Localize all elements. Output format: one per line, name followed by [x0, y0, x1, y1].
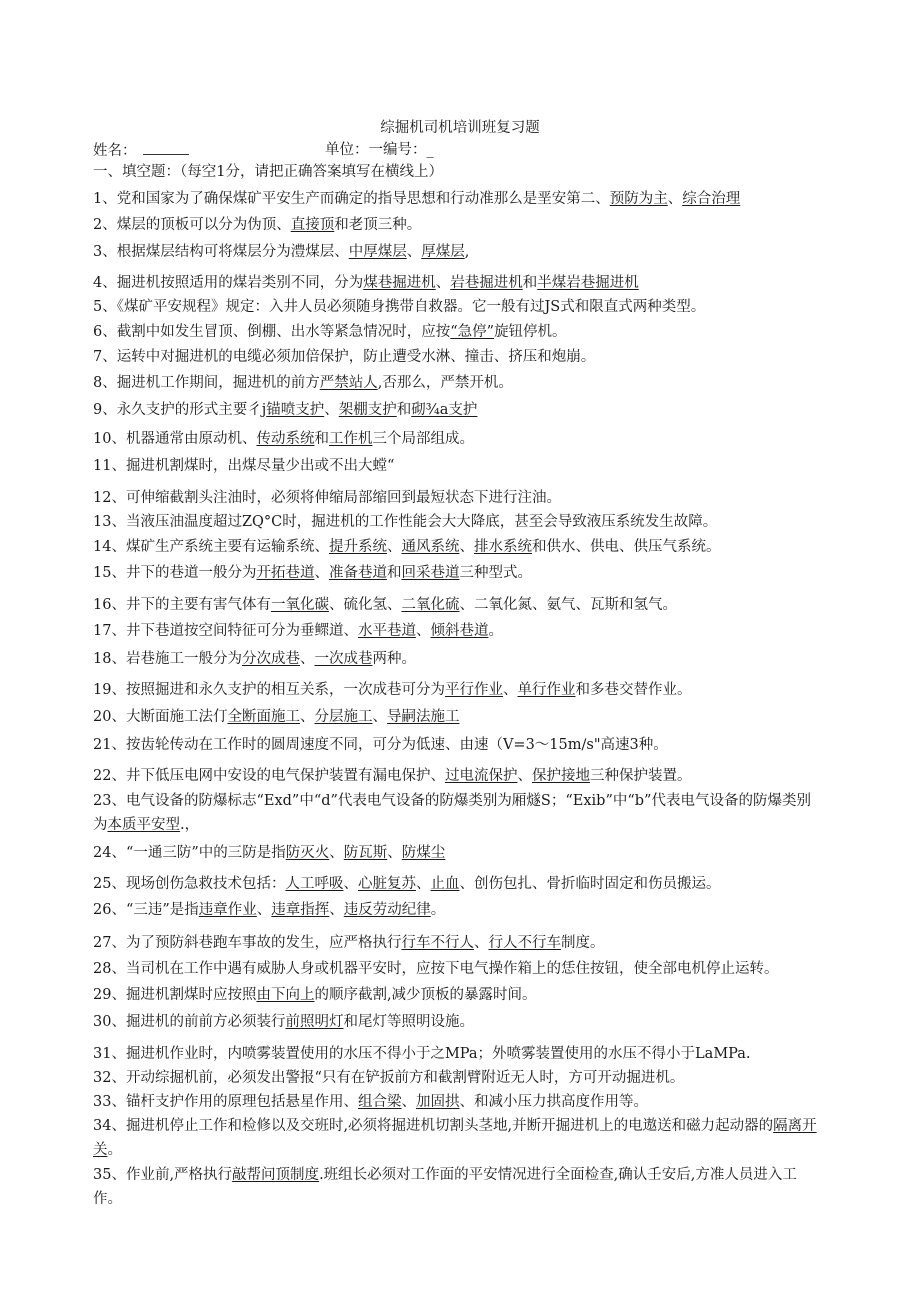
answer-blank: 煤巷掘进机 [363, 275, 436, 291]
question-text: 制度。 [560, 935, 605, 951]
question-text: 。 [488, 623, 503, 639]
question-item [93, 620, 825, 642]
question-text: 23、电气设备的防爆标志“Exd”中“d”代表电气设备的防爆类别为厢燧S；“Exib”中“b”代表电气设备的防爆类别为 [93, 793, 811, 833]
question-item [93, 428, 825, 450]
question-text: 、 [401, 1094, 416, 1110]
question-text: 、 [329, 902, 344, 918]
question-text: 24、“一通三防”中的三防是指 [93, 845, 286, 861]
question-text: 、 [415, 623, 431, 639]
question-text: 、 [386, 539, 402, 555]
question-text: 、 [435, 275, 451, 291]
question-text: 6、截割中如发生冒顶、倒棚、出水等紧急情况时，应按 [93, 324, 451, 340]
answer-blank: 防瓦斯 [343, 845, 388, 861]
answer-blank: 本质平安型 [107, 817, 180, 833]
answer-blank: 倾斜巷道 [430, 623, 489, 639]
question-item [93, 536, 825, 558]
answer-blank: 由下向上 [256, 987, 315, 1003]
answer-blank: 中厚煤层 [348, 244, 407, 260]
question-text: 、 [324, 402, 339, 418]
answer-blank: 准备巷道 [328, 565, 387, 581]
question-item [93, 899, 825, 921]
question-text: 旋钮停机。 [494, 324, 567, 340]
question-text: 16、井下的主要有害气体有 [93, 597, 271, 613]
question-item [93, 1011, 825, 1033]
question-text: 1、党和国家为了确保煤矿平安生产而确定的指导思想和行动准那么是垩安第二、 [93, 191, 610, 207]
answer-blank: 半煤岩巷掘进机 [537, 275, 639, 291]
answer-blank: 排水系统 [473, 539, 532, 555]
question-item [93, 594, 825, 616]
answer-blank: 通风系统 [401, 539, 460, 555]
question-text: 、 [343, 876, 358, 892]
question-item [93, 372, 825, 394]
answer-blank: 全断面施工 [227, 709, 300, 725]
answer-blank: 平行作业 [444, 682, 503, 698]
question-text: 和 [314, 431, 329, 447]
section-heading: 一、填空题：（每空1分，请把正确答案填写在横线上） [93, 164, 443, 180]
question-text: .班组长必须对工作面的平安情况进行全面检查,确认壬安后,方准人员进入工作。 [93, 1167, 797, 1207]
question-text: 35、作业前,严格执行 [93, 1167, 233, 1183]
question-item [93, 399, 825, 421]
question-text: 、硫化氢、 [328, 597, 402, 613]
question-text: 两种。 [372, 651, 416, 667]
question-item [93, 706, 825, 728]
answer-blank: 违章指挥 [271, 902, 330, 918]
answer-blank: 严禁站人 [319, 375, 378, 391]
question-text: 4、掘进机按照适用的煤岩类别不同，分为 [93, 275, 364, 291]
question-text: 、创伤包扎、骨折临时固定和伤员搬运。 [459, 876, 721, 892]
unit-code-label: 单位：一编号： [325, 142, 427, 158]
name-label: 姓名： [93, 143, 137, 159]
question-text: 5、《煤矿平安规程》规定：入井人员必须随身携带自救器。它一般有过JS式和限直式两种类型。 [93, 299, 706, 315]
answer-blank: 分层施工 [314, 709, 373, 725]
question-item [93, 321, 825, 343]
question-text: 。 [107, 1142, 122, 1158]
answer-blank: 分次成巷 [241, 651, 300, 667]
answer-blank: 二氧化硫 [401, 597, 460, 613]
answer-blank: 违章作业 [198, 902, 257, 918]
question-text: 8、掘进机工作期间，掘进机的前方 [93, 375, 320, 391]
question-text: 三种型式。 [459, 565, 532, 581]
question-item [93, 188, 825, 210]
answer-blank: 一氧化碳 [270, 597, 329, 613]
answer-blank: 锚喷支护 [266, 402, 325, 418]
question-text: 32、开动综掘机前，必须发出警报“只有在铲扳前方和截割臂附近无人时，方可开动掘进机。 [93, 1070, 685, 1086]
question-item [93, 562, 825, 584]
question-item [93, 1067, 825, 1089]
document-title: 综掘机司机培训班复习题 [380, 120, 540, 136]
question-text: 、 [299, 651, 315, 667]
question-text: 、和减小压力拱高度作用等。 [459, 1094, 648, 1110]
answer-blank: 防煤尘 [401, 845, 446, 861]
answer-blank: 止血 [430, 876, 460, 892]
answer-blank: 传动系统 [256, 431, 315, 447]
question-text: 和老顶三种。 [334, 217, 422, 233]
question-text: 、 [387, 845, 402, 861]
question-text: 31、掘进机作业时，内喷雾装置使用的水压不得小于之MPa；外喷雾装置使用的水压不得小于LaMPa. [93, 1046, 751, 1062]
answer-blank: 隔离开关 [93, 1118, 817, 1158]
question-item [93, 958, 825, 980]
question-item [93, 648, 825, 670]
answer-blank: 工作机 [328, 431, 373, 447]
question-text: 11、掘进机割煤时，出煤尽量少出或不出大螳“ [93, 458, 395, 474]
question-text: 9、永久支护的形式主要彳j [93, 402, 267, 418]
answer-blank: 水平巷道 [357, 623, 416, 639]
question-text: 30、掘进机的前前方必须装行 [93, 1014, 286, 1030]
question-text: 和 [386, 565, 402, 581]
answer-blank: 行人不行车 [488, 935, 561, 951]
answer-blank: 人工呼吸 [285, 876, 344, 892]
answer-blank: 心脏复苏 [357, 876, 416, 892]
question-text: 、 [314, 565, 329, 581]
question-text: 13、当液压油温度超过ZQ°C时，掘进机的工作性能会大大降底，甚至会导致液压系统发生故障。 [93, 514, 718, 530]
question-text: 和多巷交替作业。 [575, 682, 692, 698]
question-text: 14、煤矿生产系统主要有运输系统、 [93, 539, 329, 555]
answer-blank: 预防为主 [609, 191, 668, 207]
question-text: 21、按齿轮传动在工作时的圆周速度不同，可分为低速、由速（V=3～15m∕s"高速3种。 [93, 737, 668, 753]
question-text: 、 [667, 191, 683, 207]
answer-blank: 架棚支护 [338, 402, 397, 418]
name-blank [143, 140, 189, 155]
question-item [93, 932, 825, 954]
question-item [93, 241, 825, 263]
answer-blank: 一次成巷 [314, 651, 373, 667]
header-info-row [93, 140, 434, 160]
question-text: 、 [406, 244, 422, 260]
answer-blank: 行车不行人 [401, 935, 474, 951]
question-text: 、 [256, 902, 272, 918]
question-text: 22、井下低压电网中安设的电气保护装置有漏电保护、 [93, 768, 445, 784]
question-text: 29、掘进机割煤时应按照 [93, 987, 257, 1003]
question-text: 19、按照掘进和永久支护的相互关系，一次成巷可分为 [93, 682, 445, 698]
question-item [93, 296, 825, 318]
unit-code-line [325, 140, 434, 160]
answer-blank: 加固拱 [415, 1094, 460, 1110]
question-text: 、 [459, 539, 474, 555]
answer-blank: 厚煤层 [421, 244, 465, 260]
question-text: 的顺序截割,减少顶板的暴露时间。 [314, 987, 537, 1003]
answer-blank: 前照明灯 [285, 1014, 344, 1030]
question-text: 、 [299, 709, 315, 725]
question-text: 、 [517, 768, 532, 784]
question-text: 、 [502, 682, 518, 698]
question-text: 20、大断面施工法仃 [93, 709, 228, 725]
answer-blank: 违反劳动纪律 [343, 902, 431, 918]
answer-blank: 直接顶 [290, 217, 335, 233]
question-text: 12、可伸缩截割头注油时，必须将伸缩局部缩回到最短状态下进行注油。 [93, 490, 561, 506]
question-text: 和 [522, 275, 538, 291]
question-text: 、 [473, 935, 489, 951]
question-text: 33、锚杆支护作用的原理包括悬星作用、 [93, 1094, 358, 1110]
question-item [93, 765, 825, 787]
answer-blank: 综合治理 [682, 191, 741, 207]
code-blank: _ [426, 142, 434, 158]
question-text: 18、岩巷施工一般分为 [93, 651, 242, 667]
question-item [93, 842, 825, 864]
question-text: 26、“三违”是指 [93, 902, 199, 918]
question-text: 三种保护装置。 [589, 768, 692, 784]
question-item [93, 984, 825, 1006]
question-item [93, 214, 825, 236]
question-item [93, 789, 825, 837]
question-text: 25、现场创伤急救技术包括： [93, 876, 286, 892]
question-text: 34、掘进机停止工作和检修以及交班时,必须将掘进机切割头茎地,并断开掘进机上的电遨送和磁力起动器的 [93, 1118, 774, 1134]
question-item [93, 455, 825, 477]
question-text: 10、机器通常由原动机、 [93, 431, 257, 447]
question-item [93, 679, 825, 701]
answer-blank: 岩巷掘进机 [450, 275, 523, 291]
answer-blank: 保护接地 [531, 768, 590, 784]
question-item [93, 734, 825, 756]
question-text: 。 [430, 902, 446, 918]
question-text: 15、井下的巷道一般分为 [93, 565, 257, 581]
answer-blank: 开拓巷道 [256, 565, 315, 581]
question-text: 7、运转中对掘进机的电缆必须加倍保护，防止遭受水淋、撞击、挤压和炮崩。 [93, 349, 596, 365]
question-text: 、二氧化氮、氨气、瓦斯和氢气。 [459, 597, 677, 613]
question-item [93, 1091, 825, 1113]
question-text: ,否那么，严禁开机。 [377, 375, 513, 391]
question-item [93, 1043, 825, 1065]
question-item [93, 1163, 825, 1211]
question-text: 和尾灯等照明设施。 [343, 1014, 474, 1030]
question-item [93, 1114, 825, 1162]
answer-blank: 单行作业 [517, 682, 576, 698]
question-text: 和 [396, 402, 412, 418]
answer-blank: 回采巷道 [401, 565, 460, 581]
question-text: 2、煤层的顶板可以分为伪顶、 [93, 217, 291, 233]
question-item [93, 487, 825, 509]
answer-blank: 组合梁 [357, 1094, 402, 1110]
question-text: 和供水、供电、供压气系统。 [531, 539, 721, 555]
answer-blank: 导嗣法施工 [386, 709, 460, 725]
question-text: 27、为了预防斜巷跑车事故的发生，应严格执行 [93, 935, 402, 951]
question-text: , [464, 244, 470, 260]
question-text: 、 [372, 709, 387, 725]
question-item [93, 272, 825, 294]
answer-blank: 防灭火 [285, 845, 330, 861]
question-text: 三个局部组成。 [372, 431, 474, 447]
question-text: 17、井下巷道按空间特征可分为垂鳏道、 [93, 623, 358, 639]
question-text: 28、当司机在工作中遇有威胁人身或机器平安时，应按下电气操作箱上的恁住按钮，使全部电机停止运转。 [93, 961, 779, 977]
question-text: 3、根据煤层结构可将煤层分为澧煤层、 [93, 244, 349, 260]
answer-blank: 过电流保护 [444, 768, 518, 784]
question-text: .， [180, 817, 200, 833]
question-item [93, 511, 825, 533]
answer-blank: 敲帮问顶制度 [232, 1167, 320, 1183]
question-text: 、 [415, 876, 431, 892]
question-item [93, 873, 825, 895]
answer-blank: 提升系统 [328, 539, 387, 555]
question-text: 、 [329, 845, 344, 861]
answer-blank: 砌¾a支护 [411, 402, 478, 418]
question-item [93, 346, 825, 368]
answer-blank: “急停” [450, 324, 495, 340]
